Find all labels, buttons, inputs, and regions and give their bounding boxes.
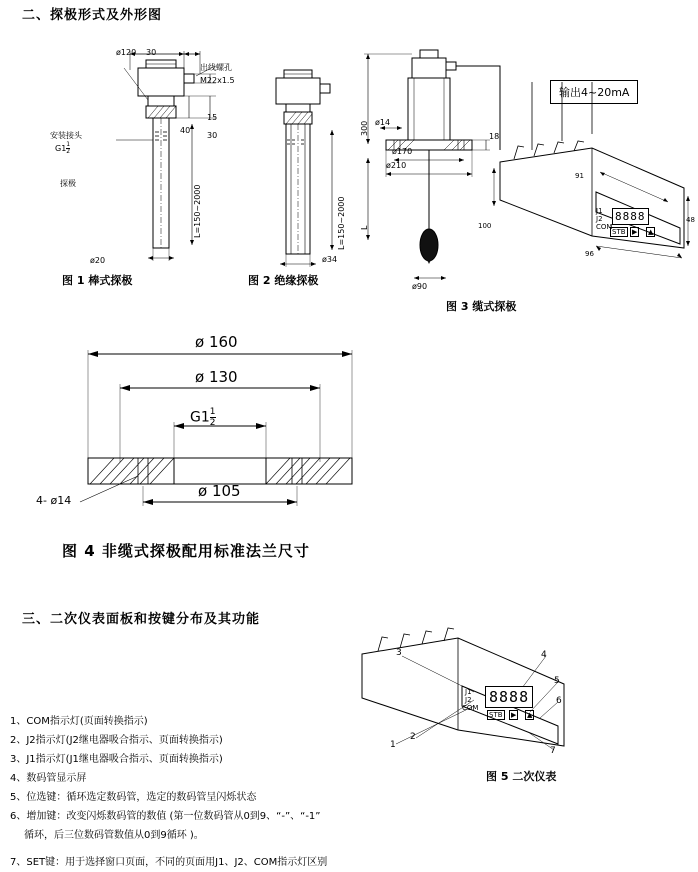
fig3-d90-label: ø90 [412,282,428,291]
fig4-holes-label: 4- ø14 [36,494,72,507]
meter-top-tag-com: COM [596,223,613,231]
fig5-callout-4: 4 [541,650,547,660]
fig1-d15-label: 15 [207,113,218,122]
fig5-callout-5: 5 [554,676,560,686]
fig1-mount-label: 安装接头 [50,131,82,140]
meter-top-tag-j2: J2 [596,215,603,223]
output-callout-text: 输出4~20mA [559,86,630,99]
figure-4-caption: 图 4 非缆式探极配用标准法兰尺寸 [62,542,310,560]
fig1-outlet-spec-label: M22x1.5 [200,76,235,85]
meter-top-display: 8888 [612,208,649,225]
list-item: 2、J2指示灯(J2继电器吸合指示、页面转换指示) [10,735,223,746]
fig1-d40-label: 40 [180,126,191,135]
list-item: 3、J1指示灯(J1继电器吸合指示、页面转换指示) [10,754,223,765]
fig1-outlet-label: 出线螺孔 [200,63,232,72]
fig1-length-label: L=150~2000 [193,184,202,238]
fig3-d14-label: ø14 [375,118,391,127]
figure-1-rod-probe-drawing [60,40,260,270]
list-item: 5、位选键：循环选定数码管，选定的数码管呈闪烁状态 [10,792,257,803]
secondary-meter-top-drawing [492,140,692,265]
fig5-tag-j1: J1 [465,688,472,696]
figure-3-caption: 图 3 缆式探极 [446,300,517,313]
output-callout-box [550,80,638,104]
figure-5-caption: 图 5 二次仪表 [486,770,557,783]
list-item: 1、COM指示灯(页面转换指示) [10,716,148,727]
figure-1-caption: 图 1 棒式探极 [62,274,133,287]
fig1-d20-label: ø20 [90,256,106,265]
fig5-key-stb[interactable]: STB [489,711,503,719]
fig4-frac-bot: 2 [209,418,216,428]
fig1-d30b-label: 30 [207,131,218,140]
meter-top-face [596,205,692,241]
fig1-probe-label: 探极 [60,179,76,188]
fig3-d210-label: ø210 [386,161,407,170]
fig3-d170-label: ø170 [392,147,413,156]
fig4-thread-label [190,407,216,428]
fig5-display: 8888 [485,686,533,708]
fig1-d30-label: 30 [146,48,157,57]
meter-top-tag-j1: J1 [596,207,603,215]
section-3-title: 三、二次仪表面板和按键分布及其功能 [22,612,261,627]
meter-top-key-stb[interactable]: STB [612,228,626,236]
fig5-tag-com: COM [462,704,479,712]
fig5-callout-2: 2 [410,732,416,742]
list-item: 7、SET键：用于选择窗口页面，不同的页面用J1、J2、COM指示灯区别 [10,857,328,868]
fig5-callout-6: 6 [556,696,562,706]
meter-h48-label: 48 [686,216,695,224]
fig1-thread-g1: G1 [55,144,67,153]
fig4-frac-top: 1 [209,407,216,417]
fig1-thread-frac-top: 1 [66,141,71,148]
fig5-tag-j2: J2 [465,696,472,704]
meter-h100-label: 100 [478,222,492,230]
meter-top-key-up[interactable]: ▲ [648,228,654,236]
section-2-title: 二、探极形式及外形图 [22,8,163,23]
fig4-d160-label: ø 160 [195,333,238,351]
list-item: 6、增加键：改变闪烁数码管的数值 (第一位数码管从0到9、“-”、“-1” [10,811,321,822]
fig4-d105-label: ø 105 [198,482,241,500]
list-item: 循环，后三位数码管数值从0到9循环 )。 [24,830,204,841]
fig1-thread-label [55,142,70,155]
meter-w96-label: 96 [585,250,594,258]
list-item: 4、数码管显示屏 [10,773,87,784]
fig3-h300-label: 300 [360,120,369,136]
figure-4-flange-drawing [70,330,400,530]
fig5-callout-7: 7 [550,746,556,756]
fig5-key-up[interactable]: ▲ [527,711,533,719]
fig4-thread-g1: G1 [190,409,210,426]
fig1-thread-frac-bot: 2 [66,148,71,155]
fig2-length-label: L=150~2000 [337,196,346,250]
fig3-L-label: L [360,225,369,230]
fig5-callout-3: 3 [396,648,402,658]
fig5-key-right[interactable]: ▶ [511,711,517,719]
fig1-d120-label: ø120 [116,48,137,57]
fig2-d34-label: ø34 [322,255,338,264]
meter-top-key-right[interactable]: ▶ [632,228,638,236]
figure-2-caption: 图 2 绝缘探极 [248,274,319,287]
fig3-d18-label: 18 [489,132,500,141]
fig5-callout-1: 1 [390,740,396,750]
meter-w91-label: 91 [575,172,584,180]
fig4-d130-label: ø 130 [195,368,238,386]
